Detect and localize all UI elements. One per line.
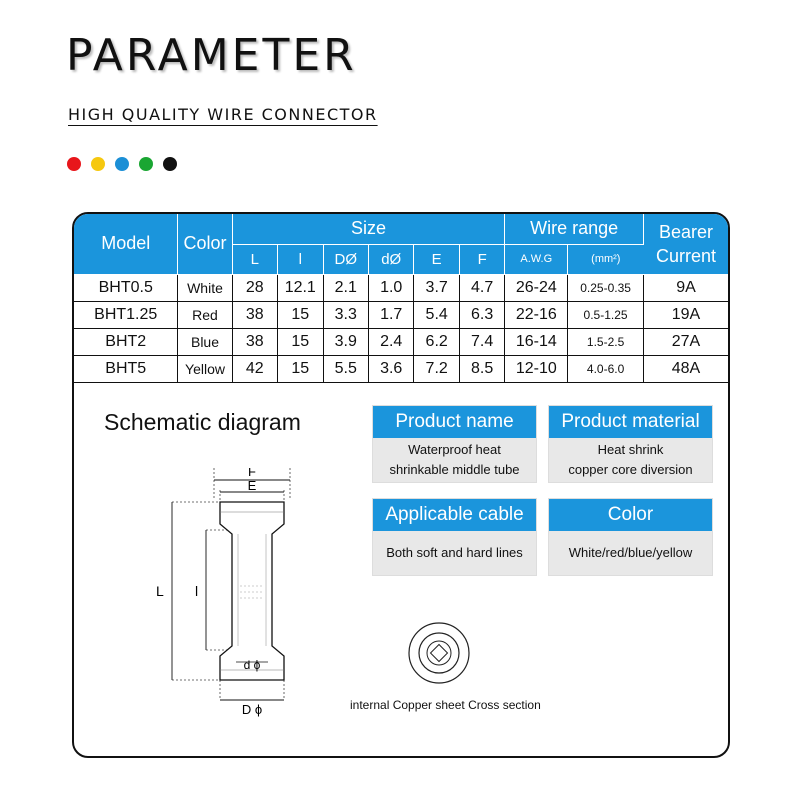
cell-E: 3.7	[414, 274, 459, 301]
color-dots	[67, 157, 177, 171]
info-box-body	[549, 531, 712, 575]
dim-label-l: l	[195, 582, 199, 599]
header-color: Color	[178, 214, 232, 274]
cell-color: Red	[178, 301, 232, 328]
cell-model: BHT2	[74, 328, 178, 355]
header-wire-range: Wire range	[505, 214, 644, 244]
header-size-F: F	[459, 244, 504, 274]
header-size-l: l	[278, 244, 323, 274]
table-row	[74, 328, 728, 355]
cell-mm2: 0.5-1.25	[568, 301, 644, 328]
cell-current: 9A	[643, 274, 728, 301]
table-row	[74, 301, 728, 328]
cross-section-label: internal Copper sheet Cross section	[350, 697, 541, 712]
info-box-product-name	[372, 405, 537, 483]
cell-l: 15	[278, 355, 323, 382]
header-bearer-current	[643, 214, 728, 274]
info-box-color	[548, 498, 713, 576]
info-box-line: copper core diversion	[568, 461, 693, 477]
info-box-body	[373, 438, 536, 482]
info-box-body	[549, 438, 712, 482]
cell-model: BHT0.5	[74, 274, 178, 301]
cell-F: 4.7	[459, 274, 504, 301]
cell-color: White	[178, 274, 232, 301]
dim-label-D: D ϕ	[241, 701, 263, 717]
cell-awg: 12-10	[505, 355, 568, 382]
cell-awg: 22-16	[505, 301, 568, 328]
cell-mm2: 0.25-0.35	[568, 274, 644, 301]
cell-D: 5.5	[323, 355, 368, 382]
table-row	[74, 355, 728, 382]
cell-L: 38	[232, 328, 277, 355]
parameter-table	[74, 214, 728, 383]
table-row	[74, 274, 728, 301]
page-subtitle: HIGH QUALITY WIRE CONNECTOR	[68, 105, 378, 124]
header-size-d: dØ	[368, 244, 413, 274]
cell-awg: 16-14	[505, 328, 568, 355]
cell-L: 42	[232, 355, 277, 382]
header-awg: A.W.G	[505, 244, 568, 274]
header-current: Current	[655, 245, 716, 266]
cell-d: 3.6	[368, 355, 413, 382]
cell-color: Yellow	[178, 355, 232, 382]
page-title: PARAMETER	[66, 30, 357, 81]
cell-E: 7.2	[414, 355, 459, 382]
cell-d: 2.4	[368, 328, 413, 355]
cell-model: BHT1.25	[74, 301, 178, 328]
header-size-L: L	[232, 244, 277, 274]
info-box-title: Product name	[373, 406, 536, 438]
cell-d: 1.7	[368, 301, 413, 328]
info-box-line: Heat shrink	[597, 441, 664, 457]
header-size: Size	[232, 214, 505, 244]
header-model: Model	[74, 214, 178, 274]
cell-awg: 26-24	[505, 274, 568, 301]
dim-label-d: d ϕ	[243, 657, 261, 672]
cell-L: 28	[232, 274, 277, 301]
cell-E: 6.2	[414, 328, 459, 355]
info-box-line: Waterproof heat	[408, 441, 501, 457]
info-box-line: White/red/blue/yellow	[568, 544, 693, 560]
cell-color: Blue	[178, 328, 232, 355]
color-dot-red	[67, 157, 81, 171]
cell-d: 1.0	[368, 274, 413, 301]
header-size-D: DØ	[323, 244, 368, 274]
cell-mm2: 4.0-6.0	[568, 355, 644, 382]
info-box-product-material	[548, 405, 713, 483]
cell-current: 27A	[643, 328, 728, 355]
cell-model: BHT5	[74, 355, 178, 382]
color-dot-green	[139, 157, 153, 171]
cell-F: 7.4	[459, 328, 504, 355]
cell-current: 48A	[643, 355, 728, 382]
info-box-title: Applicable cable	[373, 499, 536, 531]
header-bearer: Bearer	[658, 221, 713, 242]
cell-E: 5.4	[414, 301, 459, 328]
info-box-applicable-cable	[372, 498, 537, 576]
schematic-title: Schematic diagram	[104, 408, 301, 435]
info-box-title: Product material	[549, 406, 712, 438]
cell-current: 19A	[643, 301, 728, 328]
cell-D: 3.9	[323, 328, 368, 355]
color-dot-yellow	[91, 157, 105, 171]
color-dot-blue	[115, 157, 129, 171]
cell-L: 38	[232, 301, 277, 328]
info-box-title: Color	[549, 499, 712, 531]
cell-D: 3.3	[323, 301, 368, 328]
parameter-card	[72, 212, 730, 758]
cell-l: 15	[278, 328, 323, 355]
schematic-section	[74, 383, 728, 759]
cell-F: 6.3	[459, 301, 504, 328]
header-size-E: E	[414, 244, 459, 274]
info-box-line: shrinkable middle tube	[389, 461, 520, 477]
color-dot-black	[163, 157, 177, 171]
cell-l: 12.1	[278, 274, 323, 301]
dim-label-E: E	[247, 477, 257, 493]
header-mm2: (mm²)	[568, 244, 644, 274]
info-box-line: Both soft and hard lines	[386, 544, 523, 560]
cell-mm2: 1.5-2.5	[568, 328, 644, 355]
dim-label-F: F	[248, 467, 256, 479]
info-box-body	[373, 531, 536, 575]
connector-schematic	[154, 468, 334, 728]
cross-section-diagram	[404, 618, 474, 688]
dim-label-L: L	[156, 582, 164, 599]
cell-l: 15	[278, 301, 323, 328]
cell-D: 2.1	[323, 274, 368, 301]
cell-F: 8.5	[459, 355, 504, 382]
